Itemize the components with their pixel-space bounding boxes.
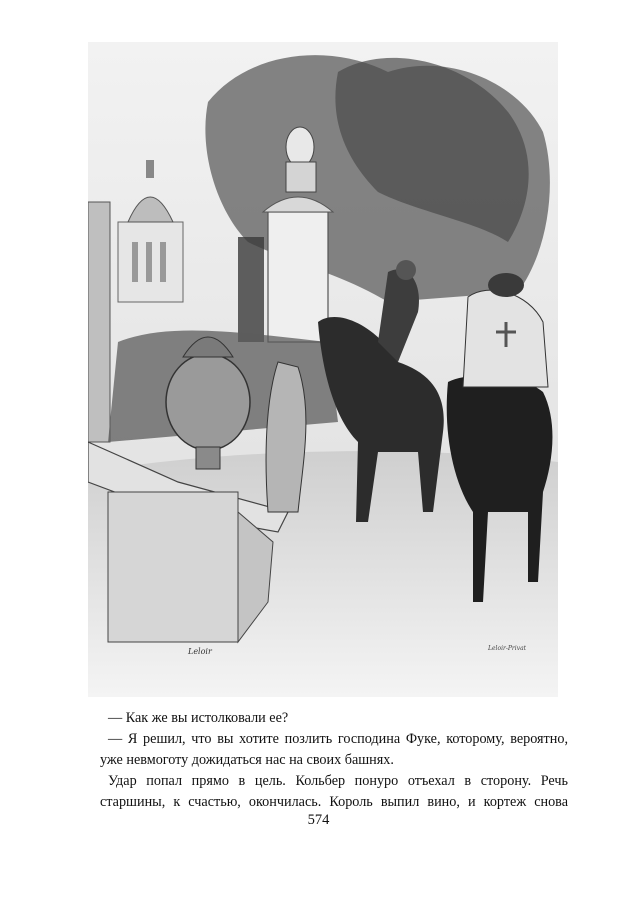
- paragraph-2: — Я решил, что вы хотите позлить господина Фуке, которому, вероятно, уже невмоготу дожидаться нас на своих башнях.: [100, 731, 568, 768]
- page-number: 574: [307, 812, 330, 828]
- engraver-signature: Leloir-Privat: [488, 645, 527, 652]
- illustration-drawing: [88, 42, 558, 697]
- artist-signature: Leloir: [188, 647, 212, 656]
- body-text: [100, 708, 568, 813]
- courtier-figure: [266, 362, 306, 512]
- paragraph-1: — Как же вы истолковали ее?: [108, 710, 289, 726]
- stone-post: [88, 202, 110, 442]
- paragraph-3: Удар попал прямо в цель. Кольбер понуро отъехал в сторону. Речь старшины, к счастью, окончилась. Король выпил вино, и кортеж снова: [100, 773, 568, 810]
- engraving-illustration: [88, 42, 558, 697]
